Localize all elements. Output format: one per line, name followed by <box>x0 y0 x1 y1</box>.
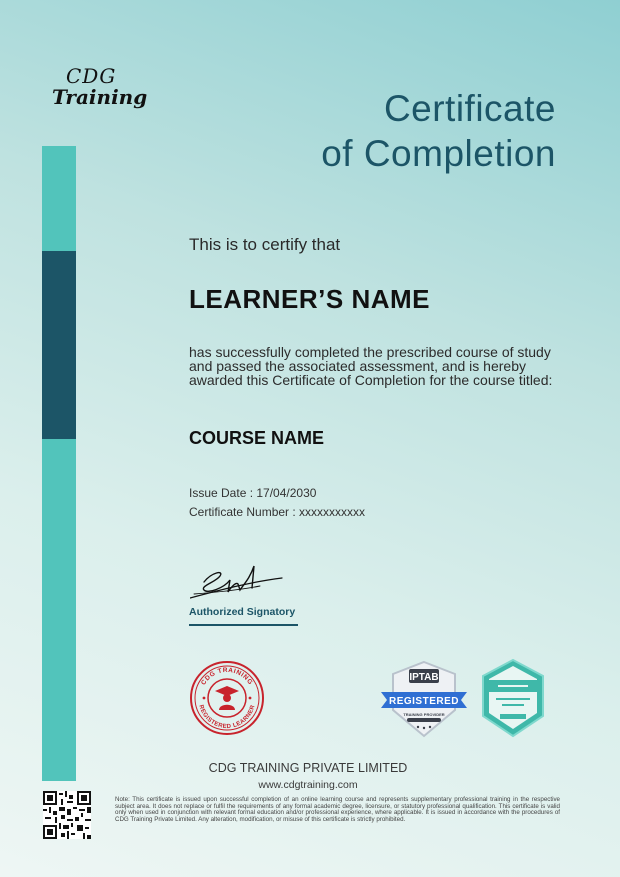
certify-text: This is to certify that <box>189 235 341 254</box>
signature-image <box>190 562 290 602</box>
registered-learner-stamp <box>189 660 265 736</box>
logo-cdg: CDG <box>66 64 117 88</box>
learner-name: LEARNER’S NAME <box>189 284 431 314</box>
iptab-sub-text: TRAINING PROVIDER <box>403 712 445 717</box>
course-name: COURSE NAME <box>189 428 325 448</box>
iptab-registered-badge <box>381 660 467 740</box>
issue-date: Issue Date : 17/04/2030 <box>189 486 317 500</box>
completion-statement: has successfully completed the prescribed course of study and passed the associated assessment, and is hereby awarded this Certificate of Completion for the course titled: <box>189 344 553 388</box>
iptab-brand-text: IPTAB <box>409 672 439 683</box>
stamp-top-text: CDG TRAINING <box>200 666 254 687</box>
qr-code <box>43 791 91 839</box>
signature-underline <box>189 624 298 626</box>
company-name: CDG TRAINING PRIVATE LIMITED <box>208 761 408 775</box>
logo-training: Training <box>52 85 148 109</box>
side-bar-bottom <box>42 439 76 781</box>
disclaimer-note: Note: This certificate is issued upon successful completion of an online learning course and represents supplementary professional training in the respective subject area. It does not replace or fulfil the requirements of any formal academic degree, licensure, or statutory professional qualification. This certificate is valid only when used in conjunction with relevant formal education and/or professional experience, where applicable. It is issued in accordance with the procedures of CDG Training Private Limited. Any alteration, modification, or misuse of this certificate is strictly prohibited. <box>115 796 560 823</box>
side-bar-middle <box>42 251 76 439</box>
authorized-signatory-label: Authorized Signatory <box>189 606 296 618</box>
certificate-number: Certificate Number : xxxxxxxxxxx <box>189 505 366 519</box>
stamp-bottom-text: REGISTERED LEARNER <box>197 704 257 731</box>
certificate-title-line2: of Completion <box>321 133 556 174</box>
certificate-title-line1: Certificate <box>383 88 556 129</box>
website-link[interactable]: www.cdgtraining.com <box>258 779 358 791</box>
svg-text:CDG TRAINING <box>200 667 254 687</box>
iptab-ribbon-text: REGISTERED <box>388 696 460 707</box>
accreditation-hex-badge <box>480 658 546 738</box>
side-bar-top <box>42 146 76 251</box>
